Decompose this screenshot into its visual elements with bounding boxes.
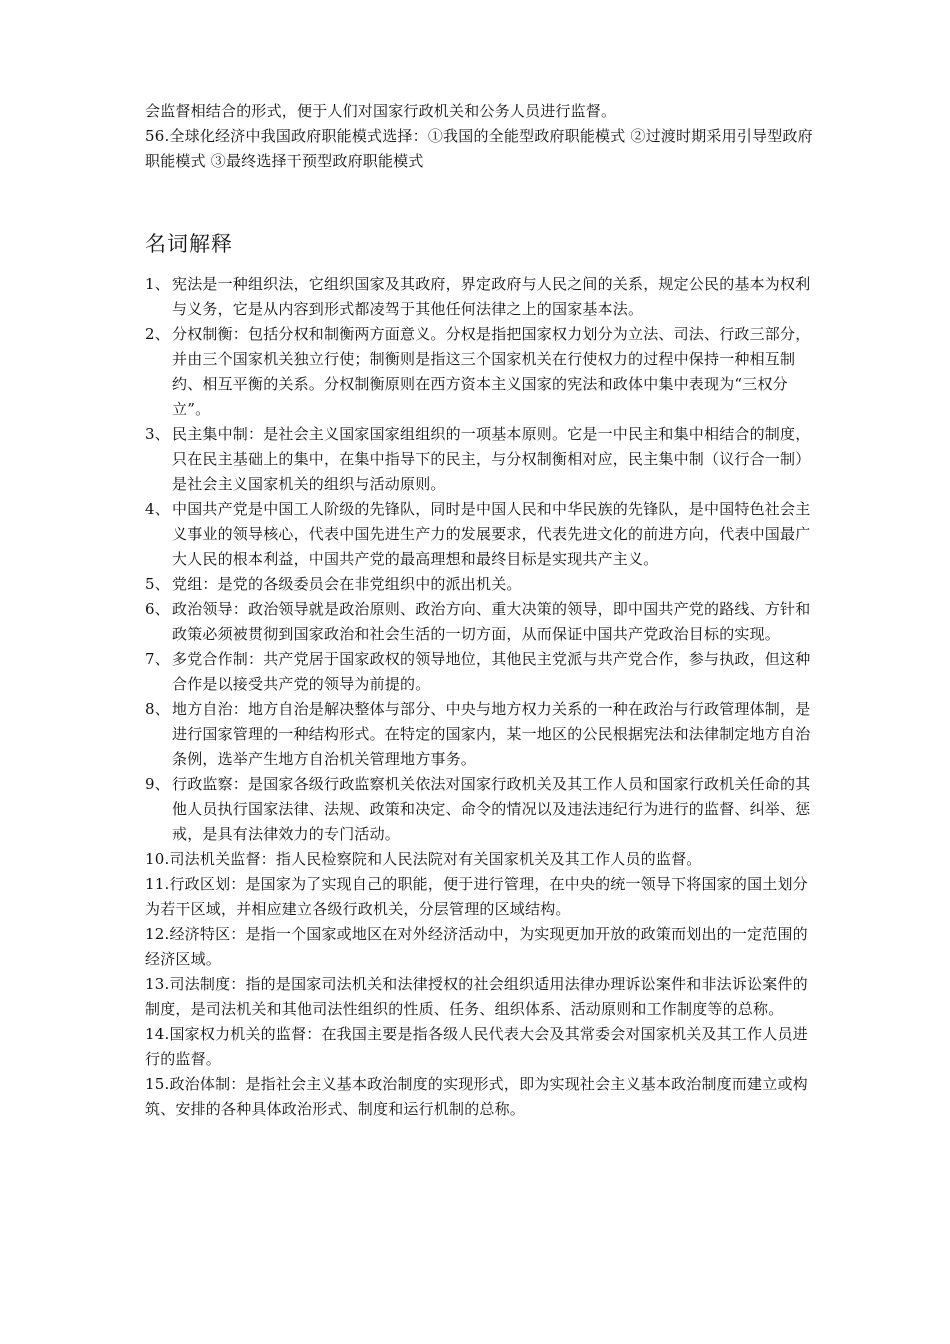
list-item (145, 847, 813, 872)
item-number: 10. (145, 850, 170, 868)
item-number: 12. (145, 925, 170, 943)
item-text: 分权制衡：包括分权和制衡两方面意义。分权是指把国家权力划分为立法、司法、行政三部分，并由三个国家机关独立行使；制衡则是指这三个国家机关在行使权力的过程中保持一种相互制约、相互平衡的关系。分权制衡原则在西方资本主义国家的宪法和政体中集中表现为“三权分立”。 (172, 325, 811, 418)
item-number: 2、 (145, 325, 170, 343)
intro-paragraph-2: 56.全球化经济中我国政府职能模式选择：①我国的全能型政府职能模式 ②过渡时期采用引导型政府职能模式 ③最终选择干预型政府职能模式 (145, 127, 813, 170)
list-item (145, 572, 813, 597)
item-number: 3、 (145, 425, 170, 443)
item-number: 15. (145, 1075, 170, 1093)
page-content (145, 99, 813, 1122)
list-item (145, 322, 813, 422)
item-text: 司法机关监督：指人民检察院和人民法院对有关国家机关及其工作人员的监督。 (169, 850, 702, 868)
list-item (145, 1072, 813, 1122)
item-number: 7、 (145, 650, 170, 668)
list-item (145, 772, 813, 847)
item-text: 行政监察：是国家各级行政监察机关依法对国家行政机关及其工作人员和国家行政机关任命的其他人员执行国家法律、法规、政策和决定、命令的情况以及违法违纪行为进行的监督、纠举、惩戒，是具有法律效力的专门活动。 (172, 775, 811, 843)
item-number: 5、 (145, 575, 170, 593)
list-item (145, 497, 813, 572)
item-number: 8、 (145, 700, 170, 718)
item-text: 政治领导：政治领导就是政治原则、政治方向、重大决策的领导，即中国共产党的路线、方针和政策必须被贯彻到国家政治和社会生活的一切方面，从而保证中国共产党政治目标的实现。 (172, 600, 811, 643)
list-item (145, 597, 813, 647)
item-number: 4、 (145, 500, 170, 518)
item-text: 政治体制：是指社会主义基本政治制度的实现形式，即为实现社会主义基本政治制度而建立或构筑、安排的各种具体政治形式、制度和运行机制的总称。 (145, 1075, 808, 1118)
item-text: 行政区划：是国家为了实现自己的职能，便于进行管理，在中央的统一领导下将国家的国土划分为若干区域，并相应建立各级行政机关，分层管理的区域结构。 (145, 875, 808, 918)
list-item (145, 422, 813, 497)
item-number: 13. (145, 975, 170, 993)
item-number: 14. (145, 1025, 170, 1043)
item-number: 11. (145, 875, 170, 893)
list-item (145, 697, 813, 772)
list-item (145, 972, 813, 1022)
item-number: 6、 (145, 600, 170, 618)
item-text: 地方自治：地方自治是解决整体与部分、中央与地方权力关系的一种在政治与行政管理体制，是进行国家管理的一种结构形式。在特定的国家内，某一地区的公民根据宪法和法律制定地方自治条例，选举产生地方自治机关管理地方事务。 (172, 700, 811, 768)
item-text: 国家权力机关的监督：在我国主要是指各级人民代表大会及其常委会对国家机关及其工作人员进行的监督。 (145, 1025, 808, 1068)
definition-list (145, 272, 813, 1122)
item-text: 多党合作制：共产党居于国家政权的领导地位，其他民主党派与共产党合作，参与执政，但这种合作是以接受共产党的领导为前提的。 (172, 650, 811, 693)
list-item (145, 647, 813, 697)
list-item (145, 272, 813, 322)
item-number: 9、 (145, 775, 170, 793)
item-text: 司法制度：指的是国家司法机关和法律授权的社会组织适用法律办理诉讼案件和非法诉讼案件的制度，是司法机关和其他司法性组织的性质、任务、组织体系、活动原则和工作制度等的总称。 (145, 975, 808, 1018)
section-title: 名词解释 (145, 232, 233, 256)
item-text: 宪法是一种组织法，它组织国家及其政府，界定政府与人民之间的关系，规定公民的基本为权利与义务，它是从内容到形式都凌驾于其他任何法律之上的国家基本法。 (172, 275, 811, 318)
item-text: 经济特区：是指一个国家或地区在对外经济活动中，为实现更加开放的政策而划出的一定范围的经济区域。 (145, 925, 808, 968)
item-number: 1、 (145, 275, 170, 293)
list-item (145, 922, 813, 972)
list-item (145, 1022, 813, 1072)
item-text: 民主集中制：是社会主义国家国家组组织的一项基本原则。它是一中民主和集中相结合的制度，只在民主基础上的集中，在集中指导下的民主，与分权制衡相对应，民主集中制（议行合一制）是社会主义国家机关的组织与活动原则。 (172, 425, 811, 493)
intro-paragraph-1: 会监督相结合的形式，便于人们对国家行政机关和公务人员进行监督。 (145, 102, 617, 120)
list-item (145, 872, 813, 922)
item-text: 中国共产党是中国工人阶级的先锋队，同时是中国人民和中华民族的先锋队，是中国特色社会主义事业的领导核心，代表中国先进生产力的发展要求，代表先进文化的前进方向，代表中国最广大人民的根本利益，中国共产党的最高理想和最终目标是实现共产主义。 (172, 500, 811, 568)
item-text: 党组：是党的各级委员会在非党组织中的派出机关。 (172, 575, 522, 593)
